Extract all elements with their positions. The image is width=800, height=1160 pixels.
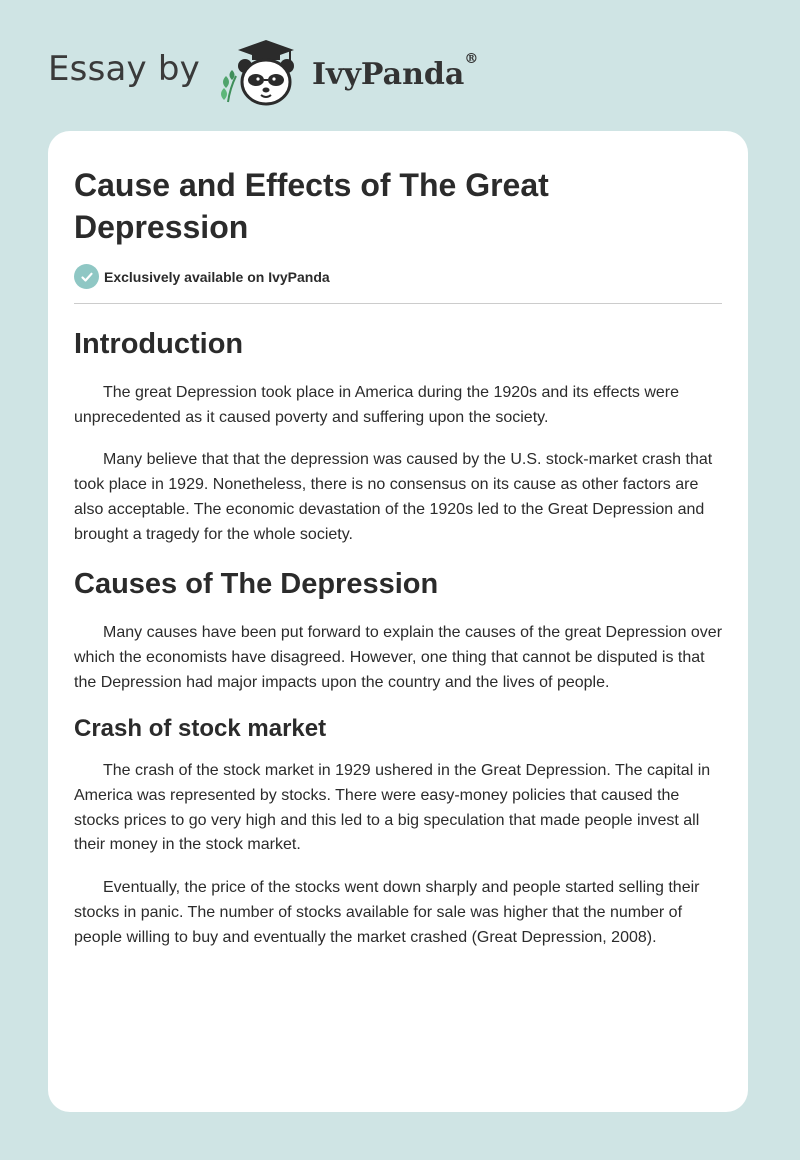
panda-graduate-icon	[216, 36, 308, 108]
section-heading-introduction: Introduction	[74, 328, 244, 360]
brand-header[interactable]	[48, 36, 478, 108]
paragraph: Many believe that that the depression was caused by the U.S. stock-market crash that took place in 1929. Nonetheless, there is no consensus on its cause as other factors are also acceptable. The economic devastation of the 1920s led to the Great Depression and brought a tragedy for the whole society.	[74, 451, 713, 543]
section-heading-causes: Causes of The Depression	[74, 568, 439, 601]
essay-title: Cause and Effects of The Great Depression	[74, 167, 549, 245]
exclusive-badge	[74, 264, 330, 289]
badge-text: Exclusively available on IvyPanda	[104, 268, 330, 285]
check-icon	[74, 264, 99, 289]
paragraph: Eventually, the price of the stocks went down sharply and people started selling their stocks in panic. The number of stocks available for sale was higher that the number of people willing to buy and eventually the market crashed (Great Depression, 2008).	[74, 879, 700, 946]
essay-card	[48, 131, 748, 1112]
registered-mark: ®	[464, 50, 479, 67]
divider	[74, 303, 722, 304]
paragraph: The great Depression took place in America during the 1920s and its effects were unprecedented as it caused poverty and suffering upon the society.	[74, 384, 680, 426]
brand-prefix: Essay by	[48, 49, 200, 89]
paragraph: The crash of the stock market in 1929 ushered in the Great Depression. The capital in America was represented by stocks. There were easy-money policies that caused the stocks prices to go very high and this led to a big speculation that made people invest all their money in the stock market.	[74, 762, 711, 854]
subsection-heading-crash: Crash of stock market	[74, 715, 327, 743]
brand-name: IvyPanda®	[311, 50, 479, 92]
paragraph: Many causes have been put forward to explain the causes of the great Depression over which the economists have disagreed. However, one thing that cannot be disputed is that the Depression had major impacts upon the country and the lives of people.	[74, 624, 723, 691]
essay-body	[74, 319, 724, 968]
